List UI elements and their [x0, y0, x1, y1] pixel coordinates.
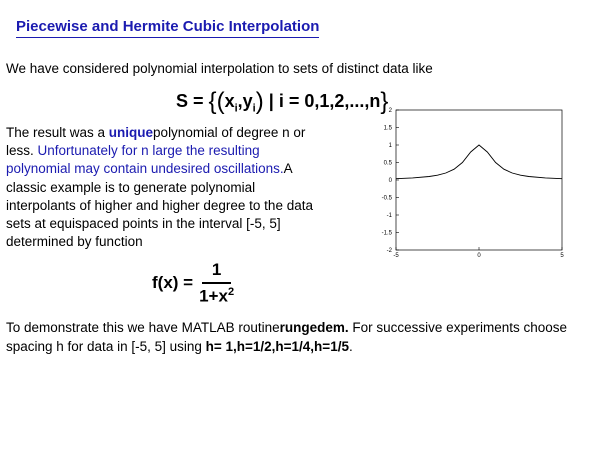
function-curve [396, 145, 562, 179]
set-close-brace: } [380, 88, 389, 115]
unique-emphasis: unique [108, 125, 154, 140]
x-axis-ticks [393, 247, 564, 259]
set-comma: , [237, 91, 243, 111]
bottom-part-1: To demonstrate this we have MATLAB routine [6, 320, 280, 335]
routine-name: rungedem. [279, 320, 349, 335]
runge-function-plot [366, 104, 576, 260]
set-y: y [242, 91, 253, 111]
para-part-2: polynomial of degree n or less. [6, 125, 306, 159]
plot-frame [396, 110, 562, 250]
x-tick-label: -5 [393, 253, 399, 259]
y-tick-label: 1.5 [383, 125, 392, 132]
x-tick-label: 5 [560, 253, 564, 259]
set-open-brace: {( [208, 88, 225, 115]
set-condition: i = 0,1,2,...,n [278, 91, 381, 111]
y-tick-label: -1 [386, 213, 392, 219]
y-tick-label: 0.5 [383, 160, 392, 167]
data-set-formula [176, 88, 388, 116]
demo-instructions [6, 319, 596, 356]
page-title: Piecewise and Hermite Cubic Interpolation [16, 18, 319, 38]
intro-text: We have considered polynomial interpolation to sets of distinct data like [6, 61, 433, 76]
set-x-subscript: i [234, 102, 238, 115]
y-tick-label: 0 [388, 178, 392, 184]
para-part-3: A classic example is to generate polynomial interpolants of higher and higher degree to the data sets at equispaced points in the interval [-5, 5] determined by function [6, 161, 313, 250]
y-tick-label: 1 [388, 143, 392, 149]
set-x: x [224, 91, 235, 111]
y-tick-label: -2 [386, 248, 392, 254]
para-part-1: The result was a [6, 125, 109, 140]
x-tick-label: 0 [477, 253, 481, 259]
spacing-values: h= 1,h=1/2,h=1/4,h=1/5 [205, 338, 349, 354]
set-lhs: S = [176, 91, 204, 111]
set-close-paren: ) [255, 88, 264, 115]
runge-function-formula [152, 260, 234, 307]
y-tick-label: -1.5 [381, 230, 392, 237]
fx-numerator: 1 [202, 260, 231, 284]
fx-fraction [199, 260, 234, 307]
y-tick-label: 2 [388, 108, 392, 114]
explanation-paragraph [6, 124, 316, 251]
y-tick-label: -0.5 [381, 195, 392, 202]
fx-exponent: 2 [227, 286, 235, 298]
bottom-part-3: . [348, 338, 353, 354]
fx-denominator-base: 1+x [199, 286, 228, 306]
oscillation-warning: Unfortunately for n large the resulting polynomial may contain undesired oscillations. [6, 143, 284, 177]
set-bar: | [268, 91, 274, 111]
fx-denominator [199, 284, 234, 307]
fx-lhs: f(x) = [152, 273, 194, 293]
bottom-part-2: For successive experiments choose spacing h for data in [-5, 5] using [6, 320, 567, 354]
y-axis-ticks [382, 108, 399, 254]
set-y-subscript: i [252, 102, 256, 115]
